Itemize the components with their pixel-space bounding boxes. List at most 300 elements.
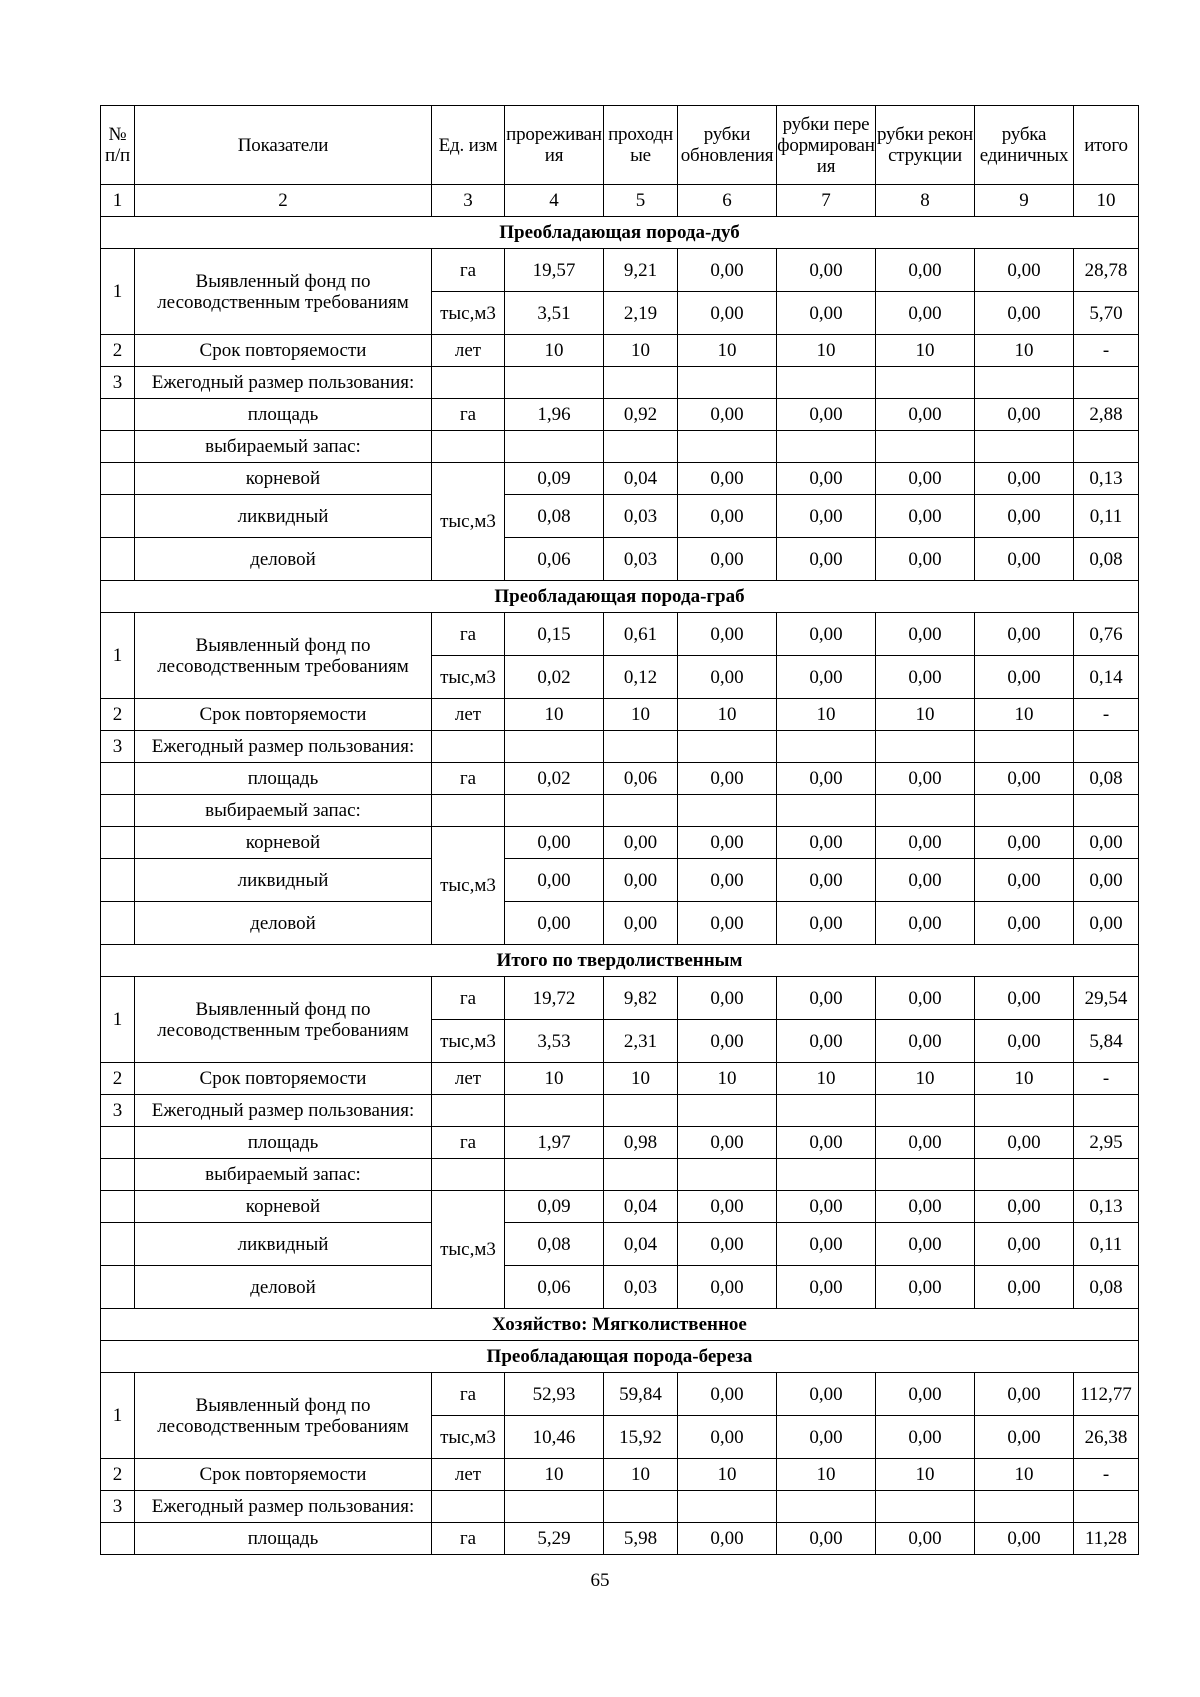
value-cell: 0,00 [777,613,876,656]
value-cell: 0,00 [678,463,777,495]
empty-cell [975,795,1074,827]
value-cell: 0,00 [975,538,1074,581]
header-thinning: прореживания [505,106,604,185]
unit-cell: га [432,977,505,1020]
row-number: 1 [101,1373,135,1459]
empty-cell [432,1491,505,1523]
annual-row [101,1095,1139,1127]
empty-cell [101,463,135,495]
indicator-label: Выявленный фонд по лесоводственным требованиям [135,613,432,699]
row-number: 2 [101,335,135,367]
value-cell: 0,11 [1074,1223,1139,1266]
liquid-row [101,859,1139,902]
value-cell: 2,19 [604,292,678,335]
value-cell: 0,00 [678,1191,777,1223]
value-cell: 0,02 [505,763,604,795]
root-row [101,827,1139,859]
value-cell: 0,00 [876,656,975,699]
value-cell: 0,13 [1074,463,1139,495]
value-cell: 0,00 [678,249,777,292]
value-cell: 10,46 [505,1416,604,1459]
value-cell: 0,00 [678,1223,777,1266]
unit-cell: тыс,м3 [432,292,505,335]
indicator-label: корневой [135,827,432,859]
value-cell: 0,00 [1074,827,1139,859]
value-cell: 10 [777,699,876,731]
business-row [101,902,1139,945]
column-number: 2 [135,185,432,217]
row-number: 3 [101,367,135,399]
value-cell: 0,00 [876,495,975,538]
value-cell: 0,61 [604,613,678,656]
indicator-label: деловой [135,538,432,581]
value-cell: 10 [975,335,1074,367]
unit-cell: тыс,м3 [432,827,505,945]
empty-cell [604,1159,678,1191]
value-cell: 0,00 [876,1191,975,1223]
value-cell: 0,09 [505,463,604,495]
empty-cell [101,902,135,945]
value-cell: 0,09 [505,1191,604,1223]
value-cell: 0,00 [975,1223,1074,1266]
row-number: 1 [101,613,135,699]
value-cell: 0,76 [1074,613,1139,656]
section-title-row [101,217,1139,249]
value-cell: 0,08 [1074,538,1139,581]
column-number: 5 [604,185,678,217]
value-cell: 10 [975,1459,1074,1491]
value-cell: 0,00 [876,463,975,495]
empty-cell [777,795,876,827]
value-cell: 0,00 [975,1373,1074,1416]
value-cell: 10 [505,335,604,367]
section-title-row [101,945,1139,977]
value-cell: 10 [604,1063,678,1095]
column-number: 9 [975,185,1074,217]
empty-cell [505,367,604,399]
unit-cell: тыс,м3 [432,1416,505,1459]
empty-cell [604,795,678,827]
empty-cell [432,731,505,763]
empty-cell [604,1095,678,1127]
indicator-label: деловой [135,1266,432,1309]
empty-cell [432,1159,505,1191]
value-cell: 0,00 [678,292,777,335]
indicator-label: Ежегодный размер пользования: [135,731,432,763]
value-cell: 10 [505,1063,604,1095]
row-number: 2 [101,699,135,731]
value-cell: 5,84 [1074,1020,1139,1063]
value-cell: 0,00 [777,1373,876,1416]
empty-cell [1074,1159,1139,1191]
empty-cell [975,1491,1074,1523]
empty-cell [876,367,975,399]
empty-cell [1074,1095,1139,1127]
value-cell: 0,00 [975,763,1074,795]
value-cell: 0,00 [678,902,777,945]
value-cell: 0,00 [505,859,604,902]
value-cell: 0,00 [678,613,777,656]
value-cell: 0,00 [678,538,777,581]
indicator-label: корневой [135,463,432,495]
value-cell: 9,21 [604,249,678,292]
empty-cell [876,795,975,827]
value-cell: 9,82 [604,977,678,1020]
value-cell: 0,00 [777,249,876,292]
column-number: 3 [432,185,505,217]
indicator-label: выбираемый запас: [135,431,432,463]
indicator-label: корневой [135,1191,432,1223]
page-number: 65 [590,1570,610,1591]
empty-cell [777,367,876,399]
value-cell: 0,00 [777,1020,876,1063]
value-cell: 0,00 [975,1523,1074,1555]
value-cell: 0,00 [975,656,1074,699]
value-cell: 0,00 [678,1020,777,1063]
value-cell: 0,04 [604,1223,678,1266]
empty-cell [101,399,135,431]
value-cell: 0,00 [876,1127,975,1159]
unit-cell: тыс,м3 [432,656,505,699]
value-cell: 0,06 [505,1266,604,1309]
value-cell: 0,00 [777,1523,876,1555]
empty-cell [1074,795,1139,827]
value-cell: 0,00 [876,1020,975,1063]
empty-cell [678,1159,777,1191]
value-cell: 0,15 [505,613,604,656]
value-cell: 1,97 [505,1127,604,1159]
value-cell: 0,00 [777,1416,876,1459]
value-cell: - [1074,1459,1139,1491]
value-cell: 0,00 [678,495,777,538]
indicator-label: Ежегодный размер пользования: [135,1095,432,1127]
indicator-label: площадь [135,399,432,431]
value-cell: 0,06 [604,763,678,795]
empty-cell [101,859,135,902]
empty-cell [505,1095,604,1127]
indicator-label: выбираемый запас: [135,795,432,827]
fund-row-ha [101,1373,1139,1416]
value-cell: 0,00 [505,827,604,859]
value-cell: 0,08 [505,1223,604,1266]
value-cell: 0,00 [678,859,777,902]
liquid-row [101,1223,1139,1266]
value-cell: 0,00 [777,656,876,699]
value-cell: 10 [777,1063,876,1095]
period-row [101,1459,1139,1491]
row-number: 2 [101,1459,135,1491]
value-cell: 0,02 [505,656,604,699]
value-cell: 0,00 [678,1266,777,1309]
value-cell: 0,00 [777,827,876,859]
empty-cell [101,431,135,463]
value-cell: 0,03 [604,1266,678,1309]
area-row [101,399,1139,431]
empty-cell [876,1491,975,1523]
unit-cell: га [432,613,505,656]
empty-cell [101,1191,135,1223]
value-cell: 0,00 [678,1523,777,1555]
value-cell: 112,77 [1074,1373,1139,1416]
value-cell: 0,00 [876,902,975,945]
value-cell: 3,53 [505,1020,604,1063]
value-cell: 0,00 [1074,902,1139,945]
value-cell: 0,00 [876,1373,975,1416]
value-cell: 2,88 [1074,399,1139,431]
value-cell: 0,00 [876,1266,975,1309]
value-cell: 0,00 [678,1127,777,1159]
empty-cell [678,367,777,399]
value-cell: 0,13 [1074,1191,1139,1223]
empty-cell [101,1223,135,1266]
empty-cell [432,367,505,399]
empty-cell [505,1491,604,1523]
value-cell: 0,92 [604,399,678,431]
value-cell: 0,00 [777,1191,876,1223]
value-cell: 0,03 [604,495,678,538]
empty-cell [678,731,777,763]
value-cell: 0,00 [678,827,777,859]
indicator-label: деловой [135,902,432,945]
value-cell: 0,00 [876,1523,975,1555]
period-row [101,335,1139,367]
row-number: 3 [101,731,135,763]
value-cell: 0,00 [975,463,1074,495]
period-row [101,1063,1139,1095]
value-cell: 0,00 [975,292,1074,335]
value-cell: 10 [505,1459,604,1491]
empty-cell [777,731,876,763]
value-cell: 0,00 [505,902,604,945]
row-number: 1 [101,249,135,335]
value-cell: 0,00 [777,977,876,1020]
value-cell: 0,00 [975,1191,1074,1223]
value-cell: 0,00 [876,1223,975,1266]
value-cell: 10 [678,1459,777,1491]
value-cell: 0,00 [975,1416,1074,1459]
row-number: 1 [101,977,135,1063]
column-number: 1 [101,185,135,217]
value-cell: 2,31 [604,1020,678,1063]
section-title: Хозяйство: Мягколиственное [101,1309,1139,1341]
annual-row [101,367,1139,399]
section-title: Преобладающая порода-дуб [101,217,1139,249]
column-number: 6 [678,185,777,217]
value-cell: 0,00 [876,763,975,795]
empty-cell [876,1159,975,1191]
value-cell: 10 [975,1063,1074,1095]
value-cell: 0,00 [975,1266,1074,1309]
value-cell: 0,00 [876,399,975,431]
logging-volume-table [100,105,1139,1555]
indicator-label: ликвидный [135,495,432,538]
value-cell: 0,00 [678,1373,777,1416]
empty-cell [101,1127,135,1159]
value-cell: 5,70 [1074,292,1139,335]
value-cell: 10 [777,1459,876,1491]
annual-row [101,1491,1139,1523]
value-cell: 0,00 [975,902,1074,945]
empty-cell [101,763,135,795]
value-cell: 0,00 [604,902,678,945]
value-cell: 10 [604,335,678,367]
empty-cell [975,1159,1074,1191]
value-cell: 0,00 [777,902,876,945]
unit-cell: лет [432,1459,505,1491]
value-cell: 0,00 [876,292,975,335]
value-cell: 5,29 [505,1523,604,1555]
value-cell: 10 [678,1063,777,1095]
fund-row-ha [101,613,1139,656]
value-cell: 0,00 [777,1223,876,1266]
empty-cell [975,431,1074,463]
value-cell: 0,04 [604,463,678,495]
value-cell: 1,96 [505,399,604,431]
report-table-container [100,105,1138,1555]
value-cell: 0,08 [1074,763,1139,795]
column-number: 10 [1074,185,1139,217]
value-cell: 0,00 [678,1416,777,1459]
value-cell: 59,84 [604,1373,678,1416]
empty-cell [876,431,975,463]
value-cell: 2,95 [1074,1127,1139,1159]
value-cell: 0,00 [876,827,975,859]
fund-row-ha [101,249,1139,292]
row-number: 3 [101,1491,135,1523]
empty-cell [101,1266,135,1309]
row-number: 3 [101,1095,135,1127]
indicator-label: ликвидный [135,1223,432,1266]
empty-cell [975,731,1074,763]
value-cell: 0,00 [604,859,678,902]
header-unit: Ед. изм [432,106,505,185]
value-cell: 11,28 [1074,1523,1139,1555]
empty-cell [777,431,876,463]
value-cell: 0,00 [1074,859,1139,902]
value-cell: - [1074,1063,1139,1095]
empty-cell [101,495,135,538]
value-cell: 10 [678,699,777,731]
header-total: итого [1074,106,1139,185]
unit-cell: лет [432,699,505,731]
empty-cell [975,1095,1074,1127]
empty-cell [604,731,678,763]
value-cell: 0,00 [777,1266,876,1309]
section-title: Преобладающая порода-граб [101,581,1139,613]
value-cell: 0,00 [678,399,777,431]
empty-cell [604,431,678,463]
unit-cell: га [432,249,505,292]
stock-row [101,795,1139,827]
empty-cell [505,795,604,827]
value-cell: - [1074,699,1139,731]
empty-cell [432,431,505,463]
empty-cell [678,795,777,827]
empty-cell [505,731,604,763]
indicator-label: площадь [135,1127,432,1159]
unit-cell: га [432,1373,505,1416]
empty-cell [1074,431,1139,463]
empty-cell [777,1095,876,1127]
value-cell: 0,00 [876,1416,975,1459]
value-cell: 0,03 [604,538,678,581]
stock-row [101,431,1139,463]
value-cell: 10 [876,1063,975,1095]
empty-cell [604,367,678,399]
period-row [101,699,1139,731]
empty-cell [101,795,135,827]
indicator-label: Срок повторяемости [135,699,432,731]
value-cell: 5,98 [604,1523,678,1555]
indicator-label: Срок повторяемости [135,1459,432,1491]
value-cell: 0,00 [678,977,777,1020]
value-cell: 0,00 [777,463,876,495]
header-indicators: Показатели [135,106,432,185]
value-cell: 0,00 [975,249,1074,292]
indicator-label: Ежегодный размер пользования: [135,1491,432,1523]
business-row [101,538,1139,581]
empty-cell [1074,731,1139,763]
indicator-label: Выявленный фонд по лесоводственным требованиям [135,1373,432,1459]
value-cell: 0,00 [777,763,876,795]
value-cell: 0,00 [975,1020,1074,1063]
value-cell: 15,92 [604,1416,678,1459]
value-cell: 0,00 [876,859,975,902]
value-cell: 0,00 [604,827,678,859]
indicator-label: Выявленный фонд по лесоводственным требованиям [135,977,432,1063]
indicator-label: площадь [135,763,432,795]
value-cell: 0,00 [876,613,975,656]
value-cell: 0,00 [876,249,975,292]
empty-cell [101,1159,135,1191]
unit-cell: лет [432,335,505,367]
empty-cell [101,538,135,581]
value-cell: 3,51 [505,292,604,335]
value-cell: 10 [975,699,1074,731]
value-cell: 0,00 [777,495,876,538]
empty-cell [432,795,505,827]
row-number: 2 [101,1063,135,1095]
indicator-label: площадь [135,1523,432,1555]
stock-row [101,1159,1139,1191]
header-passing: проходные [604,106,678,185]
header-reformation: рубки переформирования [777,106,876,185]
empty-cell [876,1095,975,1127]
section-title: Преобладающая порода-береза [101,1341,1139,1373]
value-cell: 0,14 [1074,656,1139,699]
unit-cell: тыс,м3 [432,463,505,581]
empty-cell [777,1491,876,1523]
empty-cell [975,367,1074,399]
value-cell: 10 [876,1459,975,1491]
root-row [101,1191,1139,1223]
empty-cell [777,1159,876,1191]
fund-row-ha [101,977,1139,1020]
value-cell: 10 [876,699,975,731]
value-cell: 10 [604,699,678,731]
value-cell: - [1074,335,1139,367]
indicator-label: выбираемый запас: [135,1159,432,1191]
indicator-label: Срок повторяемости [135,335,432,367]
value-cell: 0,08 [505,495,604,538]
column-number: 4 [505,185,604,217]
empty-cell [678,1095,777,1127]
header-number: № п/п [101,106,135,185]
table-body [101,106,1139,1555]
area-row [101,763,1139,795]
unit-cell: га [432,399,505,431]
header-row [101,106,1139,185]
